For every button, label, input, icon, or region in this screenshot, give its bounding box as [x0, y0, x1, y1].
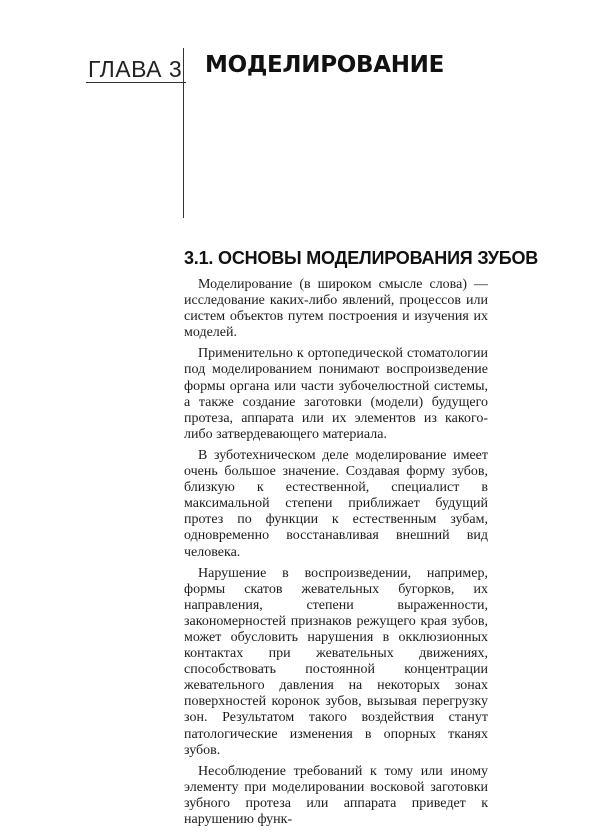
section-title: 3.1. ОСНОВЫ МОДЕЛИРОВАНИЯ ЗУБОВ [184, 248, 539, 268]
chapter-title: МОДЕЛИРОВАНИЕ [205, 52, 445, 78]
chapter-vertical-rule [183, 48, 184, 218]
paragraph: Моделирование (в широком смысле слова) — исследование каких-либо явлений, процессов или систем объектов путем построения и изучения их моделей. [184, 277, 488, 341]
paragraph: В зуботехническом деле моделирование имеет очень большое значение. Создавая форму зубов, близкую к естественной, специалист в максимальной степени приближает будущий протез по функции к естественным зубам, одновременно восстанавливая внешний вид человека. [184, 447, 488, 560]
paragraph: Применительно к ортопедической стоматологии под моделированием понимают воспроизведение формы органа или части зубочелюстной системы, а также создание заготовки (модели) будущего протеза, аппарата или их элементов из какого-либо затвердевающего материала. [184, 346, 488, 442]
chapter-label: ГЛАВА 3 [88, 56, 183, 82]
paragraph: Несоблюдение требований к тому или иному элементу при моделировании восковой заготовки зубного протеза или аппарата приведет к нарушению функ- [184, 763, 488, 827]
paragraph: Нарушение в воспроизведении, например, формы скатов жевательных бугорков, их направления, степени выраженности, закономерностей признаков режущего края зубов, может обусловить нарушения в окклюзионных контактах при жевательных движениях, способствовать постоянной концентрации жевательного давления на некоторых зонах поверхностей коронок зубов, вызывая перегрузку зон. Результатом такого воздействия станут патологические изменения в опорных тканях зубов. [184, 565, 488, 758]
chapter-horizontal-rule [86, 82, 186, 83]
